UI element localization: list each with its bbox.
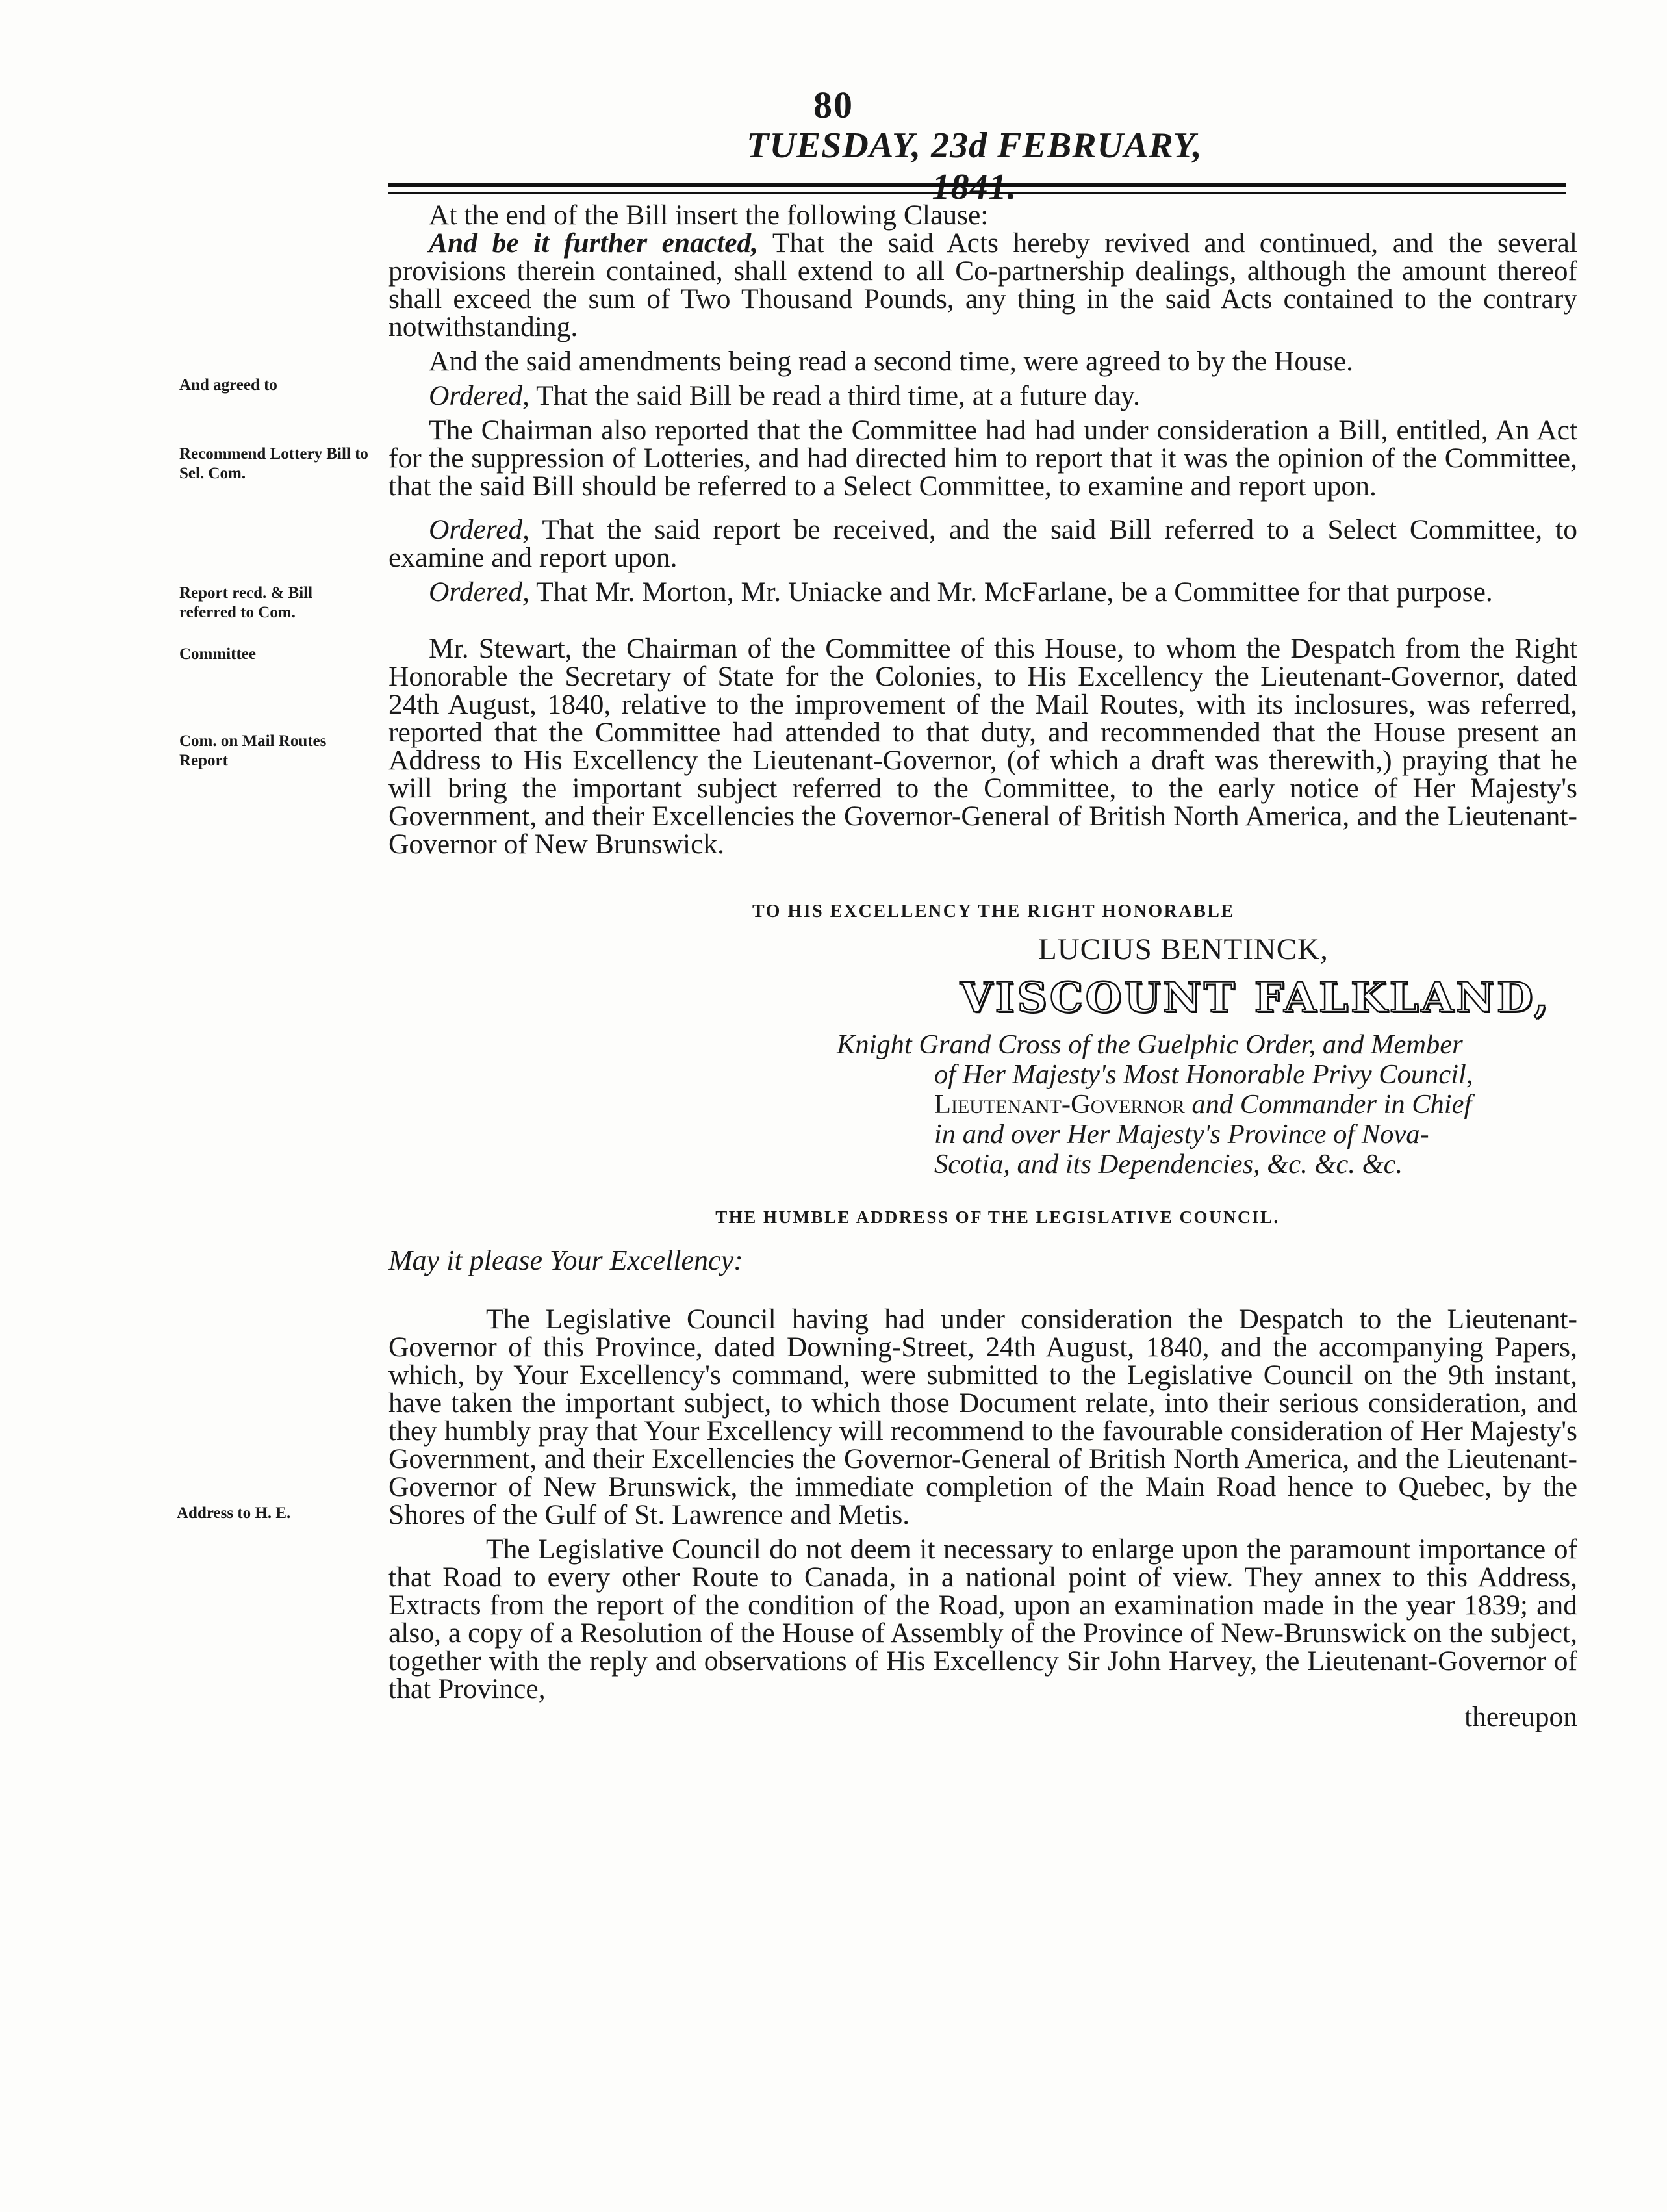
address-to-line: TO HIS EXCELLENCY THE RIGHT HONORABLE [752,901,1235,921]
paragraph-lead: Ordered, [429,576,530,608]
humble-address-heading: THE HUMBLE ADDRESS OF THE LEGISLATIVE COUNCIL. [715,1207,1280,1227]
margin-note-agreed: And agreed to [179,376,277,394]
address-block [388,899,1577,1277]
paragraph-text: That the said Bill be read a third time, at a future day. [529,380,1140,411]
paragraph: The Chairman also reported that the Committee had had under consideration a Bill, entitled, An Act for the suppression of Lotteries, and had directed him to report that it was the opinion of the Committee, that the said Bill should be referred to a Select Committee, to examine and report upon. [388,415,1577,502]
paragraph: At the end of the Bill insert the following Clause: [429,199,989,231]
paragraph-text: That the said report be received, and the said Bill referred to a Select Committee, to examine and report upon. [388,514,1577,573]
paragraph-text: That Mr. Morton, Mr. Uniacke and Mr. McFarlane, be a Committee for that purpose. [529,576,1493,608]
styles-line: in and over Her Majesty's Province of Nova- [934,1119,1429,1150]
header-rule [388,183,1566,194]
running-head: TUESDAY, 23d FEBRUARY, 1841. [746,125,1203,207]
styles-line: Scotia, and its Dependencies, &c. &c. &c. [934,1149,1403,1179]
paragraph [388,516,1577,572]
paragraph: And the said amendments being read a second time, were agreed to by the House. [429,346,1353,377]
paragraph-text: That the said Acts hereby revived and continued, and the several provisions therein contained, shall extend to all Co-partnership dealings, although the amount thereof shall exceed the sum of Two Thousand Pounds, any thing in the said Acts contained to the contrary notwithstanding. [388,227,1577,342]
main-column [388,201,1577,1731]
styles-line-caps: Lieutenant-Governor [934,1089,1185,1120]
styles-line: and Commander in Chief [1184,1089,1472,1120]
page-number: 80 [813,84,854,126]
paragraph-lead: Ordered, [429,514,530,545]
address-name: LUCIUS BENTINCK, [1038,932,1329,966]
paragraph: The Legislative Council having had under consideration the Despatch to the Lieutenant-Governor of this Province, dated Downing-Street, 24th August, 1840, and the accompanying Papers, which, by Your Excellency's command, were submitted to the Legislative Council on the 9th instant, have taken the important subject, to which those Document relate, into their serious consideration, and they humbly pray that Your Excellency will recommend to the favourable consideration of Her Majesty's Government, and their Excellencies the Governor-General of British North America, and the Lieutenant-Governor of New Brunswick, the immediate completion of the Main Road hence to Quebec, by the Shores of the Gulf of St. Lawrence and Metis. [388,1304,1577,1530]
paragraph-lead: Ordered, [429,380,530,411]
margin-note-mail-routes: Com. on Mail Routes Report [179,732,327,769]
margin-note-address: Address to H. E. [177,1504,291,1522]
catchword: thereupon [1464,1701,1577,1732]
paragraph: The Legislative Council do not deem it necessary to enlarge upon the paramount importance of that Road to every other Route to Canada, in a national point of view. They annex to this Address, Extracts from the report of the condition of the Road, upon an examination made in the year 1839; and also, a copy of a Resolution of the House of Assembly of the Province of New-Brunswick on the subject, together with the reply and observations of His Excellency Sir John Harvey, the Lieutenant-Governor of that Province, [388,1534,1577,1704]
paragraph-lead: And be it further enacted, [429,227,759,259]
margin-note-report-recd: Report recd. & Bill referred to Com. [179,584,313,621]
styles-line: of Her Majesty's Most Honorable Privy Council, [934,1059,1473,1090]
paragraph [388,382,1577,410]
styles-line: Knight Grand Cross of the Guelphic Order, and Member [837,1029,1463,1060]
address-title: VISCOUNT FALKLAND, [960,973,1551,1022]
margin-note-committee: Committee [179,645,256,663]
address-styles [388,1030,1577,1179]
paragraph [388,578,1577,606]
paragraph: Mr. Stewart, the Chairman of the Committee of this House, to whom the Despatch from the Right Honorable the Secretary of State for the Colonies, to His Excellency the Lieutenant-Governor, dated 24th August, 1840, relative to the improvement of the Mail Routes, with its inclosures, was referred, reported that the Committee had attended to that duty, and recommended that the House present an Address to His Excellency the Lieutenant-Governor, (of which a draft was therewith,) praying that he will bring the important subject referred to the Committee, to the early notice of Her Majesty's Government, and their Excellencies the Governor-General of British North America, and the Lieutenant-Governor of New Brunswick. [388,633,1577,860]
paragraph [388,229,1577,341]
margin-note-recommend: Recommend Lottery Bill to Sel. Com. [179,445,368,482]
salutation: May it please Your Excellency: [388,1244,743,1276]
